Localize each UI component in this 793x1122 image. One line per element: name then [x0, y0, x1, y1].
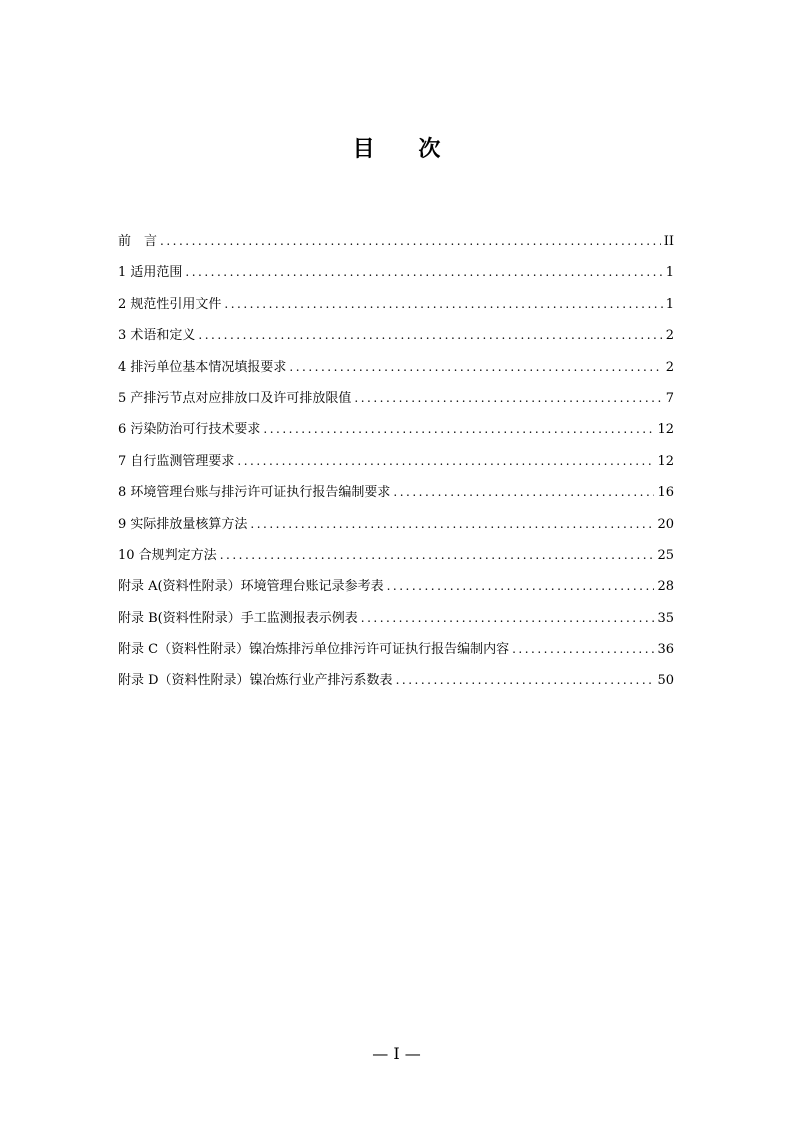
toc-entry-label: 5 产排污节点对应排放口及许可排放限值	[118, 390, 352, 406]
toc-entry-10[interactable]	[118, 540, 674, 571]
toc-entry-label: 7 自行监测管理要求	[118, 453, 235, 469]
toc-leader-dots	[185, 257, 662, 288]
toc-entry-label: 10 合规判定方法	[118, 547, 217, 563]
toc-entry-1[interactable]	[118, 257, 674, 288]
toc-entry-6[interactable]	[118, 414, 674, 445]
toc-entry-page: 2	[665, 359, 674, 375]
toc-entry-label: 附录 B(资料性附录）手工监测报表示例表	[118, 610, 358, 626]
toc-entry-label: 9 实际排放量核算方法	[118, 516, 248, 532]
page-title: 目 次	[352, 137, 459, 162]
toc-leader-dots	[289, 352, 662, 383]
toc-entry-label: 3 术语和定义	[118, 328, 196, 344]
toc-leader-dots	[263, 414, 654, 445]
toc-entry-foreword[interactable]	[118, 226, 674, 257]
toc-leader-dots	[354, 383, 662, 414]
toc-entry-label: 8 环境管理台账与排污许可证执行报告编制要求	[118, 485, 391, 501]
toc-entry-page: 1	[665, 265, 674, 281]
toc-entry-appendix-c[interactable]	[118, 634, 674, 665]
toc-entry-page: 7	[665, 390, 674, 406]
toc-leader-dots	[198, 320, 662, 351]
toc-entry-label: 6 污染防治可行技术要求	[118, 422, 261, 438]
toc-entry-label: 附录 D（资料性附录）镍冶炼行业产排污系数表	[118, 673, 393, 689]
toc-entry-label: 2 规范性引用文件	[118, 296, 222, 312]
toc-entry-page: 28	[657, 579, 674, 595]
toc-entry-page: 2	[665, 328, 674, 344]
toc-entry-7[interactable]	[118, 446, 674, 477]
toc-entry-8[interactable]	[118, 477, 674, 508]
toc-leader-dots	[393, 477, 654, 508]
toc-entry-page: II	[663, 234, 674, 249]
toc-entry-label: 附录 A(资料性附录）环境管理台账记录参考表	[118, 579, 384, 595]
toc-entry-page: 12	[657, 422, 674, 438]
toc-entry-5[interactable]	[118, 383, 674, 414]
table-of-contents	[118, 226, 674, 697]
toc-leader-dots	[361, 603, 655, 634]
toc-entry-appendix-a[interactable]	[118, 571, 674, 602]
toc-leader-dots	[224, 289, 662, 320]
toc-entry-page: 20	[657, 516, 674, 532]
toc-entry-appendix-b[interactable]	[118, 603, 674, 634]
toc-entry-page: 1	[665, 296, 674, 312]
toc-entry-label: 4 排污单位基本情况填报要求	[118, 359, 287, 375]
toc-entry-3[interactable]	[118, 320, 674, 351]
toc-entry-page: 16	[657, 485, 674, 501]
toc-entry-2[interactable]	[118, 289, 674, 320]
toc-entry-9[interactable]	[118, 509, 674, 540]
toc-leader-dots	[160, 226, 661, 257]
page-number-footer: — I —	[372, 1044, 421, 1063]
toc-entry-page: 50	[657, 673, 674, 689]
toc-entry-label: 1 适用范围	[118, 265, 183, 281]
toc-entry-4[interactable]	[118, 352, 674, 383]
toc-leader-dots	[396, 665, 655, 696]
toc-entry-label: 前 言	[118, 234, 158, 249]
toc-entry-label: 附录 C（资料性附录）镍冶炼排污单位排污许可证执行报告编制内容	[118, 642, 510, 658]
toc-leader-dots	[220, 540, 655, 571]
toc-leader-dots	[387, 571, 655, 602]
toc-entry-appendix-d[interactable]	[118, 665, 674, 696]
toc-leader-dots	[512, 634, 654, 665]
toc-leader-dots	[237, 446, 654, 477]
toc-leader-dots	[250, 509, 654, 540]
toc-entry-page: 12	[657, 453, 674, 469]
toc-entry-page: 25	[657, 547, 674, 563]
toc-entry-page: 35	[657, 610, 674, 626]
toc-entry-page: 36	[657, 642, 674, 658]
